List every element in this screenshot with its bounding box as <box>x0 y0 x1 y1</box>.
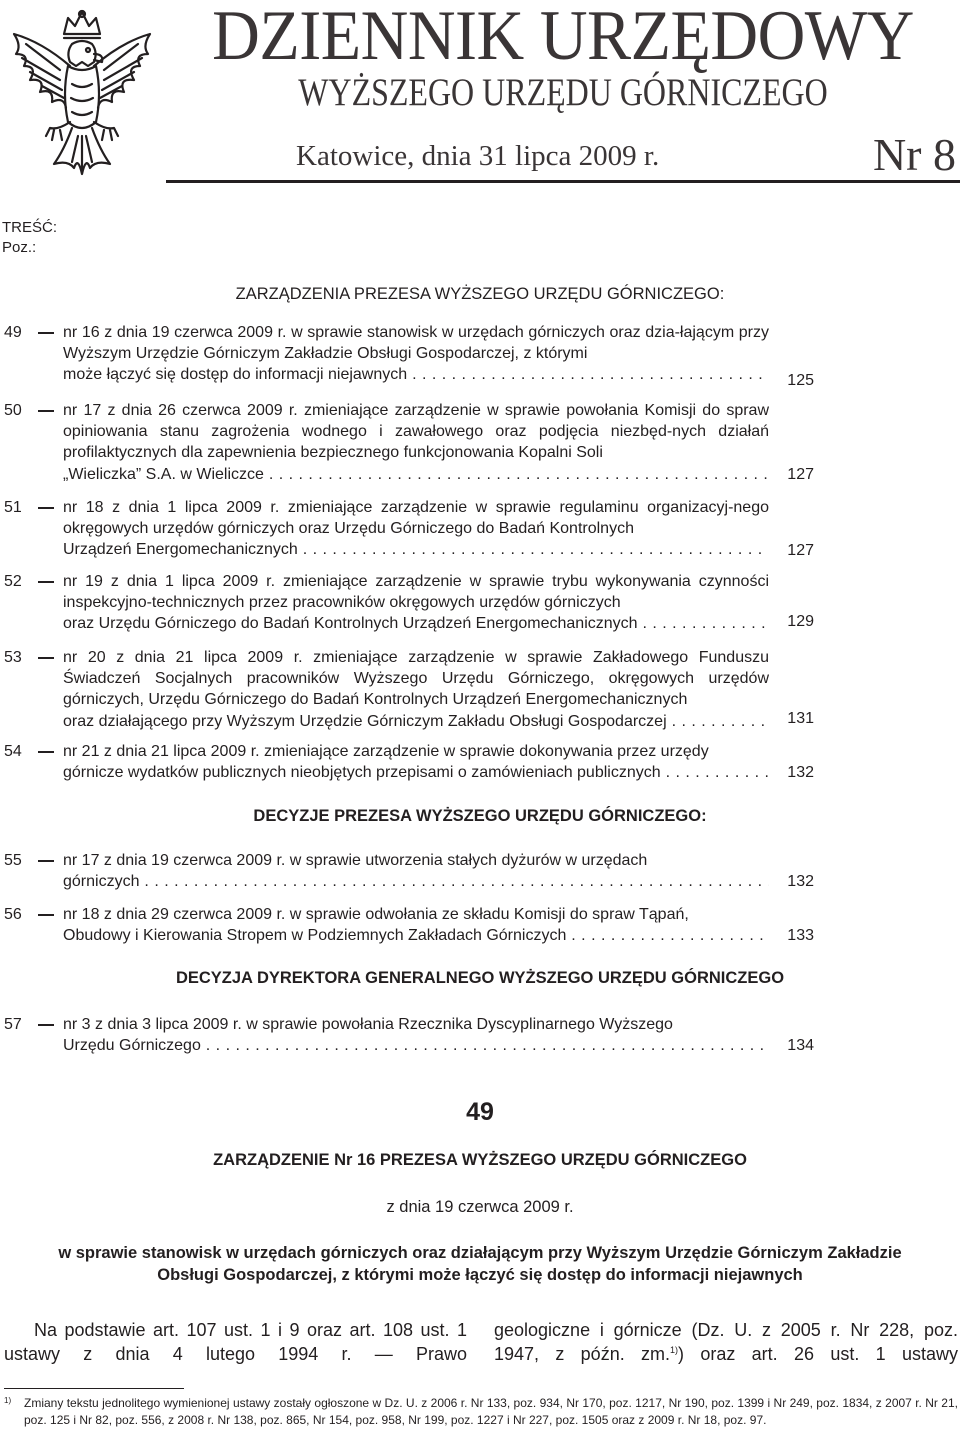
toc-entry-text: nr 3 z dnia 3 lipca 2009 r. w sprawie powołania Rzecznika Dyscyplinarnego Wyższego <box>63 1016 673 1033</box>
footnote-text: Zmiany tekstu jednolitego wymienionej ustawy zostały ogłoszone w Dz. U. z 2006 r. Nr 133, poz. 934, Nr 170, poz. 1217, Nr 190, poz. 1399 i Nr 249, poz. 1834, z 2007 r. Nr 21, poz. 125 i Nr 82, poz. 556, z 2008 r. Nr 138, poz. 865, Nr 154, poz. 958, Nr 199, poz. 1227 i Nr 227, poz. 1505 oraz z 2009 r. Nr 18, poz. 97. <box>24 1396 958 1427</box>
masthead-rule <box>166 180 960 183</box>
body-text: geologiczne i górnicze (Dz. U. z 2005 r. Nr 228, poz. 1947, z późn. zm. <box>494 1320 958 1364</box>
toc-dash <box>38 751 54 753</box>
toc-dash <box>38 657 54 659</box>
journal-title: DZIENNIK URZĘDOWY <box>212 0 914 75</box>
toc-entry-text: nr 16 z dnia 19 czerwca 2009 r. w sprawie stanowisk w urzędach górniczych oraz dzia-łającym przy Wyższym Urzędzie Górniczym Zakładzie Obsługi Gospodarczej, z którymi <box>63 324 769 363</box>
section-heading: ZARZĄDZENIA PREZESA WYŻSZEGO URZĘDU GÓRNICZEGO: <box>235 285 725 303</box>
toc-dash <box>38 507 54 509</box>
toc-entry-page: 127 <box>787 466 814 483</box>
toc-entry-page: 133 <box>787 927 814 944</box>
toc-entry-text: nr 17 z dnia 19 czerwca 2009 r. w sprawie utworzenia stałych dyżurów w urzędach <box>63 852 648 869</box>
footnote-reference[interactable]: 1) <box>670 1345 679 1355</box>
toc-dash <box>38 1024 54 1026</box>
toc-entry-text: nr 18 z dnia 1 lipca 2009 r. zmieniające zarządzenie w sprawie regulaminu organizacyj-nego okręgowych urzędów górniczych oraz Urzędu Górniczego do Badań Kontrolnych <box>63 499 769 538</box>
toc-dash <box>38 332 54 334</box>
toc-entry-page: 127 <box>787 542 814 559</box>
toc-entry-page: 129 <box>787 613 814 630</box>
toc-entry-last-line: oraz Urzędu Górniczego do Badań Kontrolnych Urządzeń Energomechanicznych . . . <box>63 613 769 634</box>
toc-entry-page: 131 <box>787 710 814 727</box>
toc-dash <box>38 860 54 862</box>
toc-entry-number: 53 <box>4 649 22 666</box>
toc-entry-number: 52 <box>4 573 22 590</box>
toc-entry-last-line: Urządzeń Energomechanicznych . . . <box>63 539 769 560</box>
toc-entry-text: nr 20 z dnia 21 lipca 2009 r. zmieniające zarządzenie w sprawie Zakładowego Funduszu Świadczeń Socjalnych pracowników Wyższego Urzędu Górniczego, okręgowych urzędów górniczych, Urzędu Górniczego do Badań Kontrolnych Urządzeń Energomechanicznych <box>63 649 769 709</box>
toc-entry-number: 49 <box>4 324 22 341</box>
toc-entry-last-line: górniczych . . . <box>63 871 769 892</box>
toc-entry-number: 57 <box>4 1016 22 1033</box>
toc-entry-text: nr 17 z dnia 26 czerwca 2009 r. zmieniające zarządzenie w sprawie powołania Komisji do spraw opiniowania stanu zagrożenia wodnego i zawałowego oraz podjęcia niezbęd-nych działań profilaktycznych dla zapewnienia bezpiecznego funkcjonowania Kopalni Soli <box>63 402 769 462</box>
toc-entry-text: nr 18 z dnia 29 czerwca 2009 r. w sprawie odwołania ze składu Komisji do spraw Tąpań, <box>63 906 689 923</box>
toc-entry-last-line: może łączyć się dostęp do informacji niejawnych . . . <box>63 364 769 385</box>
act-subject: w sprawie stanowisk w urzędach górniczych oraz działającym przy Wyższym Urzędzie Górniczym Zakładzie Obsługi Gospodarczej, z którymi może łączyć się dostęp do informacji niejawnych <box>58 1244 902 1284</box>
act-title: ZARZĄDZENIE Nr 16 PREZESA WYŻSZEGO URZĘDU GÓRNICZEGO <box>213 1151 747 1169</box>
toc-entry-number: 50 <box>4 402 22 419</box>
toc-entry-last-line: „Wieliczka” S.A. w Wieliczce . . . <box>63 464 769 485</box>
issue-number: Nr 8 <box>872 129 956 180</box>
body-text: ) oraz art. 26 ust. 1 ustawy <box>678 1344 958 1364</box>
toc-entry-page: 132 <box>787 873 814 890</box>
toc-dash <box>38 410 54 412</box>
polish-eagle-emblem-icon <box>2 4 162 178</box>
toc-entry-last-line: górnicze wydatków publicznych nieobjętych przepisami o zamówieniach publicznych . . . <box>63 762 769 783</box>
section-heading: DECYZJA DYREKTORA GENERALNEGO WYŻSZEGO URZĘDU GÓRNICZEGO <box>175 969 785 987</box>
toc-entry-number: 56 <box>4 906 22 923</box>
toc-dash <box>38 581 54 583</box>
toc-entry-page: 132 <box>787 764 814 781</box>
toc-entry-page: 125 <box>787 372 814 389</box>
act-number: 49 <box>466 1098 494 1126</box>
body-column-right <box>494 1318 958 1366</box>
toc-entry-last-line: Obudowy i Kierowania Stropem w Podziemnych Zakładach Górniczych . . . <box>63 925 769 946</box>
contents-label: TREŚĆ: <box>2 219 58 236</box>
toc-entry-last-line: oraz działającego przy Wyższym Urzędzie Górniczym Zakładu Obsługi Gospodarczej . . . <box>63 711 769 732</box>
footnote-mark: 1) <box>4 1396 12 1405</box>
toc-entry-number: 54 <box>4 743 22 760</box>
body-column-left: Na podstawie art. 107 ust. 1 i 9 oraz art. 108 ust. 1 ustawy z dnia 4 lutego 1994 r. — Prawo <box>4 1320 467 1364</box>
toc-entry-number: 51 <box>4 499 22 516</box>
act-date: z dnia 19 czerwca 2009 r. <box>386 1198 574 1216</box>
toc-dash <box>38 914 54 916</box>
toc-entry-last-line: Urzędu Górniczego . . . <box>63 1035 769 1056</box>
issue-date: Katowice, dnia 31 lipca 2009 r. <box>296 140 660 172</box>
position-label: Poz.: <box>2 239 37 256</box>
footnote-rule <box>4 1388 184 1389</box>
toc-entry-number: 55 <box>4 852 22 869</box>
toc-entry-page: 134 <box>787 1037 814 1054</box>
toc-entry-text: nr 19 z dnia 1 lipca 2009 r. zmieniające zarządzenie w sprawie trybu wykonywania czynności inspekcyjno-technicznych przez pracowników okręgowych urzędów górniczych <box>63 573 769 612</box>
section-heading: DECYZJE PREZESA WYŻSZEGO URZĘDU GÓRNICZEGO: <box>253 807 707 825</box>
toc-entry-text: nr 21 z dnia 21 lipca 2009 r. zmieniające zarządzenie w sprawie dokonywania przez urzędy <box>63 743 709 760</box>
journal-subtitle: WYŻSZEGO URZĘDU GÓRNICZEGO <box>298 71 828 114</box>
